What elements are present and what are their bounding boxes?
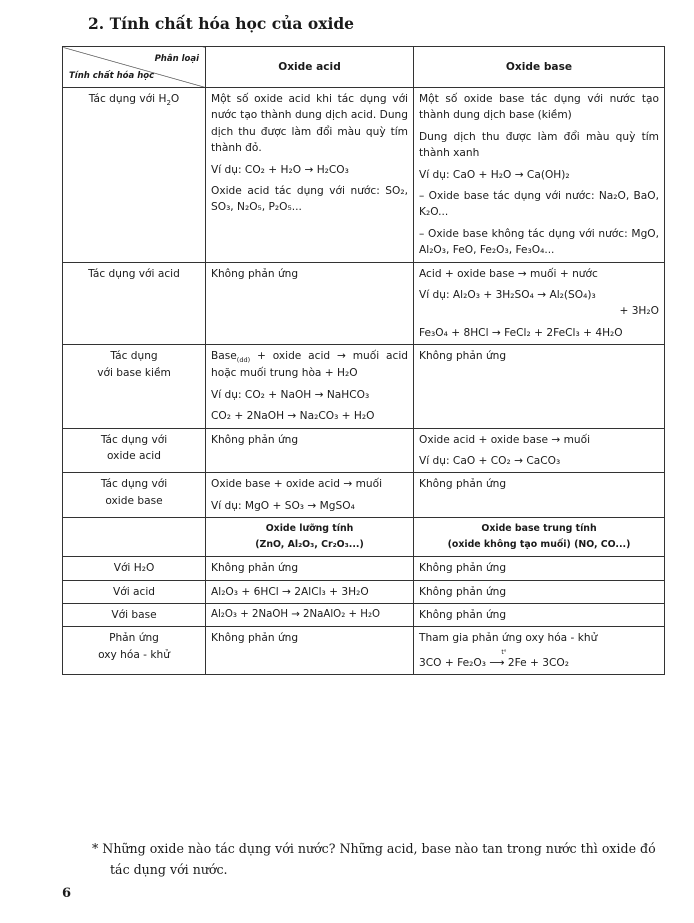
row-label-acid: Tác dụng với acid: [63, 262, 206, 345]
row-label-with-h2o: Với H₂O: [63, 557, 206, 580]
row-label-with-base: Với base: [63, 604, 206, 627]
cell-neut-base: Không phản ứng: [414, 604, 665, 627]
table-header-row: [63, 47, 665, 88]
row-label-oxide-acid: Tác dụng với oxide acid: [63, 428, 206, 473]
cell-neut-redox: Tham gia phản ứng oxy hóa - khử 3CO + Fe₂O₃ t° ⟶ 2Fe + 3CO₂: [414, 627, 665, 675]
table-row: [63, 627, 665, 675]
cell-acid-oxide-base: Oxide base + oxide acid → muối Ví dụ: MgO + SO₃ → MgSO₄: [206, 473, 414, 518]
header-amphoteric-oxide: Oxide lưỡng tính (ZnO, Al₂O₃, Cr₂O₃...): [206, 518, 414, 557]
table-row: [63, 604, 665, 627]
cell-base-oxide-acid: Oxide acid + oxide base → muối Ví dụ: CaO + CO₂ → CaCO₃: [414, 428, 665, 473]
cell-base-oxide-base: Không phản ứng: [414, 473, 665, 518]
cell-base-h2o: Một số oxide base tác dụng với nước tạo thành dung dịch base (kiềm) Dung dịch thu được làm đổi màu quỳ tím thành xanh Ví dụ: CaO + H₂O → Ca(OH)₂ – Oxide base tác dụng với nước: Na₂O, BaO, K₂O... – Oxide base không tác dụng với nước: MgO, Al₂O₃, FeO, Fe₂O₃, Fe₃O₄...: [414, 88, 665, 263]
cell-base-acid: Acid + oxide base → muối + nước Ví dụ: Al₂O₃ + 3H₂SO₄ → Al₂(SO₄)₃ + 3H₂O Fe₃O₄ + 8HCl → FeCl₂ + 2FeCl₃ + 4H₂O: [414, 262, 665, 345]
table-row: [63, 88, 665, 263]
header-property: Tính chất hóa học: [69, 70, 155, 81]
cell-acid-oxide-acid: Không phản ứng: [206, 428, 414, 473]
page-number: 6: [62, 886, 72, 901]
header-classification: Phân loại: [154, 54, 199, 64]
table-row: [63, 345, 665, 428]
header-oxide-base: Oxide base: [414, 47, 665, 88]
table-row: [63, 473, 665, 518]
cell-acid-h2o: Một số oxide acid khi tác dụng với nước tạo thành dung dịch acid. Dung dịch thu được làm đổi màu quỳ tím thành đỏ. Ví dụ: CO₂ + H₂O → H₂CO₃ Oxide acid tác dụng với nước: SO₂, SO₃, N₂O₅, P₂O₅...: [206, 88, 414, 263]
row-label-h2o: Tác dụng với $H_2O$: [63, 88, 206, 263]
row-label-with-acid: Với acid: [63, 580, 206, 603]
row-label-base-kiem: Tác dụng với base kiềm: [63, 345, 206, 428]
header-neutral-oxide: Oxide base trung tính (oxide không tạo muối) (NO, CO...): [414, 518, 665, 557]
row-label-oxide-base: Tác dụng với oxide base: [63, 473, 206, 518]
cell-amph-acid: Al₂O₃ + 6HCl → 2AlCl₃ + 3H₂O: [206, 580, 414, 603]
cell-neut-h2o: Không phản ứng: [414, 557, 665, 580]
cell-acid-base-kiem: Base$_{(dd)}$ + oxide acid → muối acid hoặc muối trung hòa + H₂O Ví dụ: CO₂ + NaOH → NaHCO₃ CO₂ + 2NaOH → Na₂CO₃ + H₂O: [206, 345, 414, 428]
section-title: 2. Tính chất hóa học của oxide: [88, 14, 355, 33]
table-row: [63, 557, 665, 580]
header-oxide-acid: Oxide acid: [206, 47, 414, 88]
reaction-arrow-heat: t° ⟶: [489, 648, 507, 669]
cell-acid-acid: Không phản ứng: [206, 262, 414, 345]
footnote: * Những oxide nào tác dụng với nước? Những acid, base nào tan trong nước thì oxide đó tác dụng với nước.: [92, 841, 656, 878]
oxide-properties-table: [62, 46, 665, 675]
table-row: [63, 428, 665, 473]
row-label-redox: Phản ứng oxy hóa - khử: [63, 627, 206, 675]
cell-amph-h2o: Không phản ứng: [206, 557, 414, 580]
cell-amph-base: Al₂O₃ + 2NaOH → 2NaAlO₂ + H₂O: [206, 604, 414, 627]
table-subheader-row: [63, 518, 665, 557]
cell-base-base-kiem: Không phản ứng: [414, 345, 665, 428]
table-row: [63, 580, 665, 603]
table-row: [63, 262, 665, 345]
cell-neut-acid: Không phản ứng: [414, 580, 665, 603]
cell-amph-redox: Không phản ứng: [206, 627, 414, 675]
diagonal-header-cell: [63, 47, 206, 88]
empty-cell: [63, 518, 206, 557]
